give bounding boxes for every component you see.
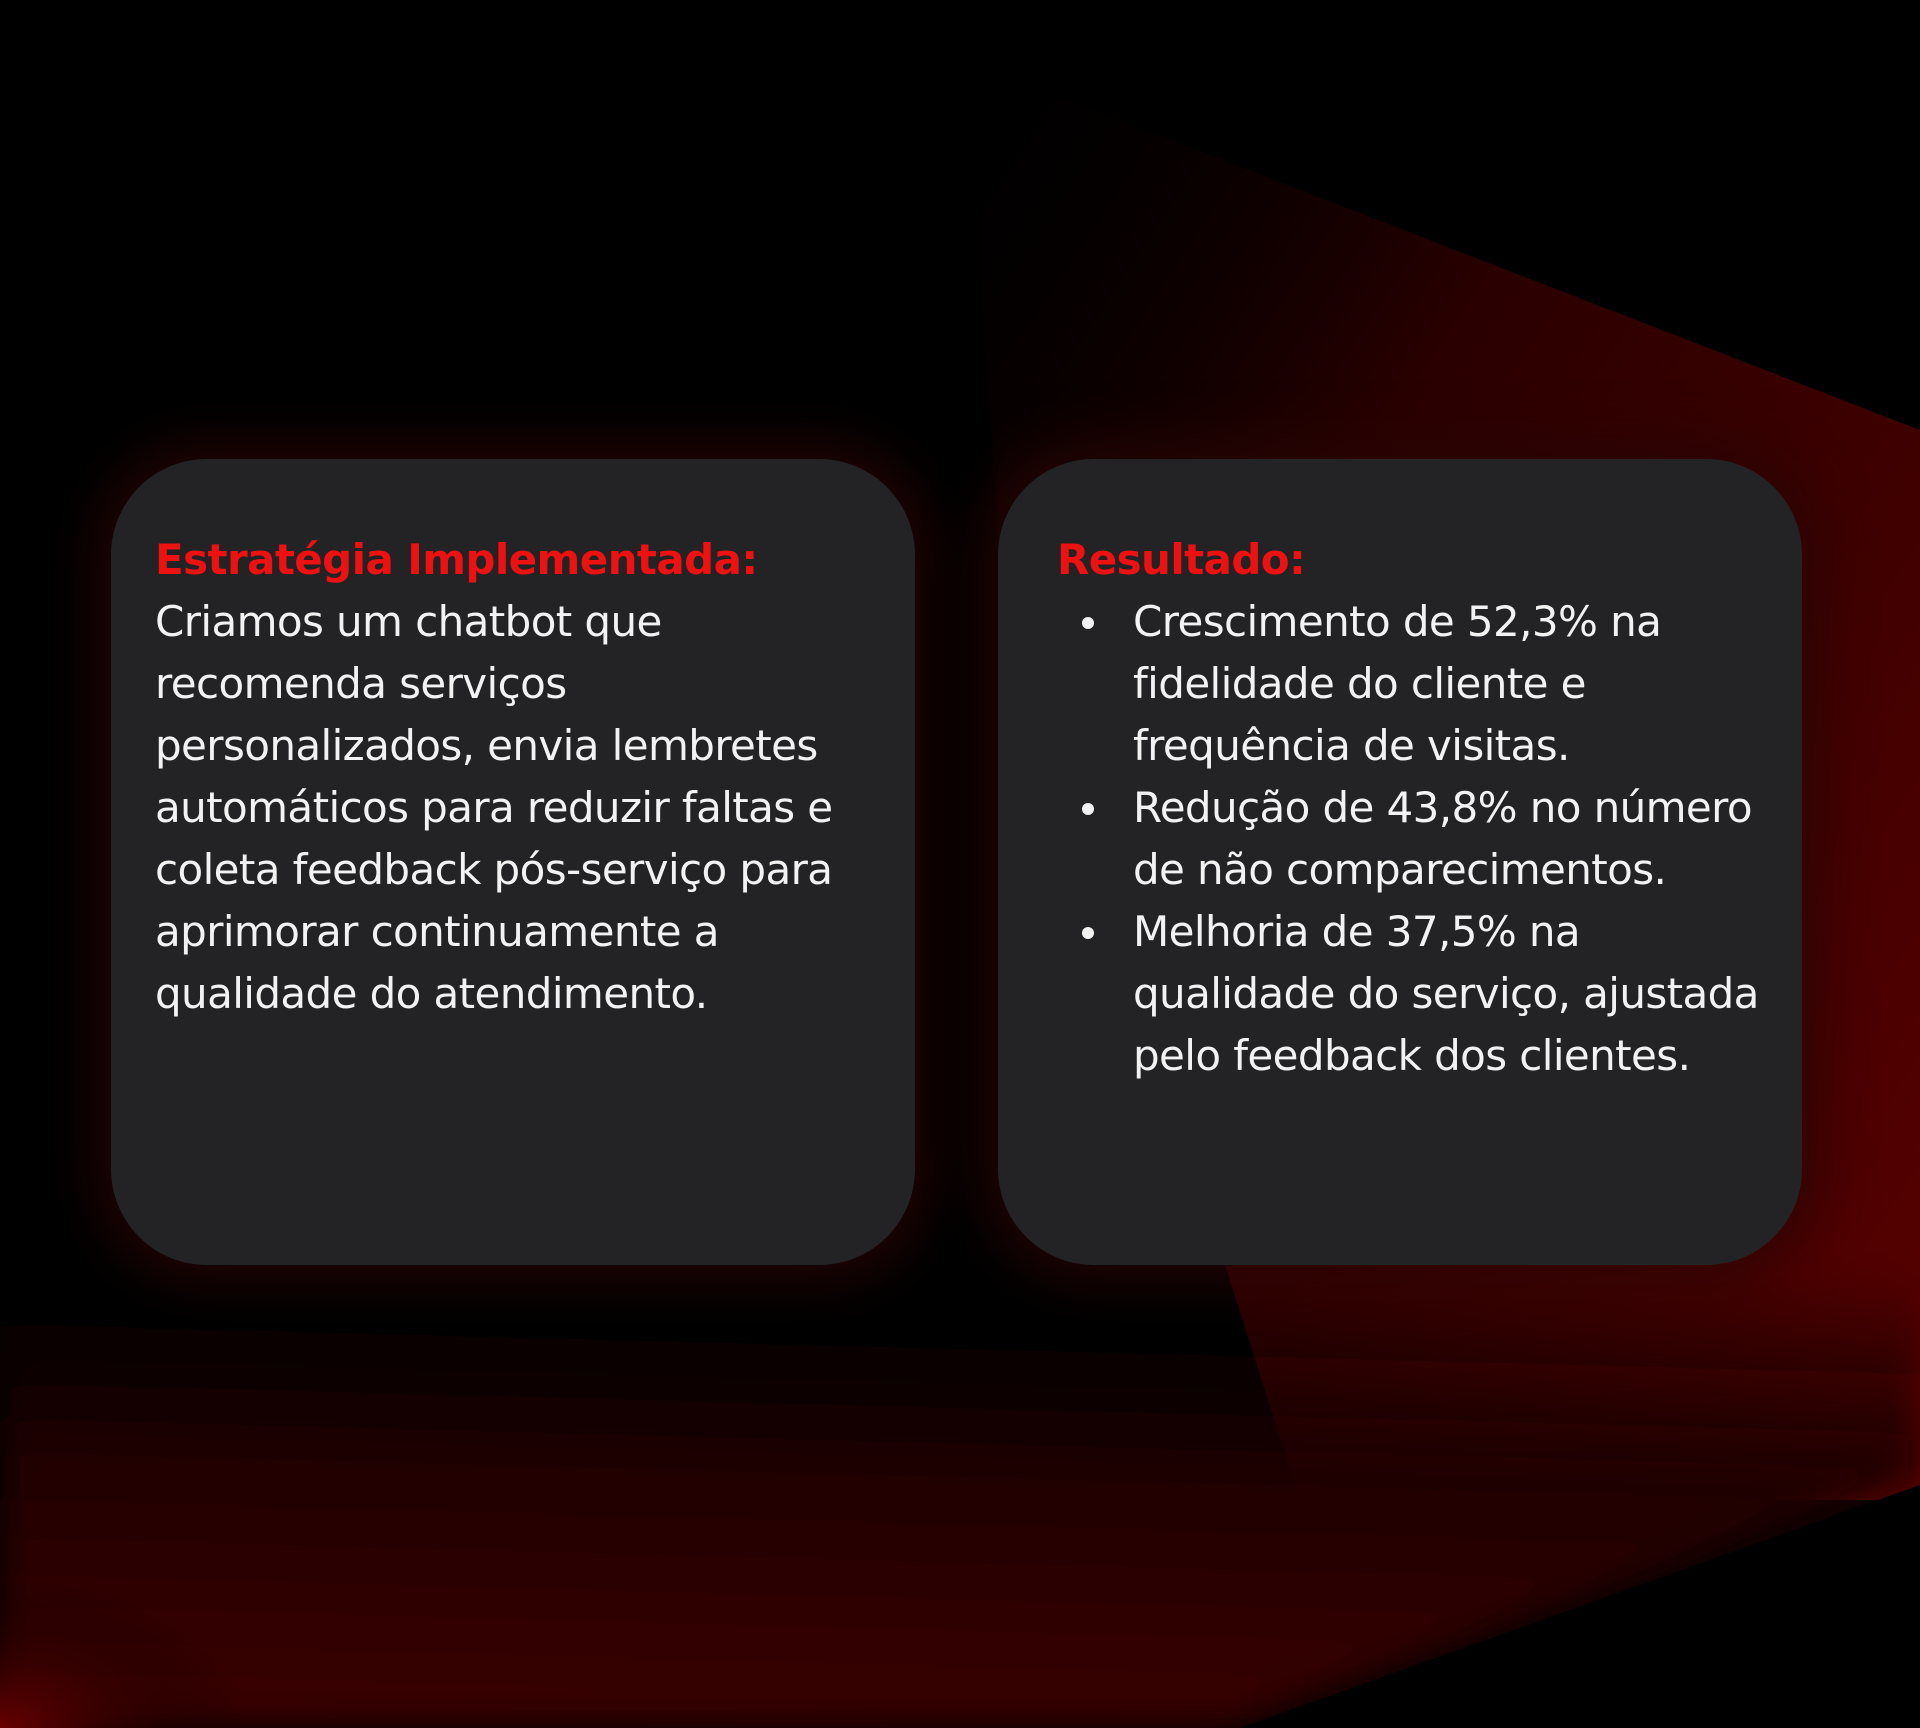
result-list-item [1057,901,1762,1087]
bullet-icon [1082,927,1094,939]
strategy-card [111,459,915,1265]
strategy-paragraph [155,529,875,1025]
result-item-text: Redução de 43,8% no número de não comparecimentos. [1133,783,1753,894]
result-card [998,459,1802,1265]
bullet-icon [1082,803,1094,815]
strategy-label: Estratégia Implementada: [155,535,758,584]
result-item-text: Crescimento de 52,3% na fidelidade do cliente e frequência de visitas. [1133,597,1662,770]
result-item-text: Melhoria de 37,5% na qualidade do serviço, ajustada pelo feedback dos clientes. [1133,907,1759,1080]
result-list [1057,591,1762,1087]
background-red-corner-glow [0,1300,700,1728]
bullet-icon [1082,617,1094,629]
result-list-item [1057,777,1762,901]
result-list-item [1057,591,1762,777]
strategy-text: Criamos um chatbot que recomenda serviços personalizados, envia lembretes automáticos para reduzir faltas e coleta feedback pós-serviço para aprimorar continuamente a qualidade do atendimento. [155,597,833,1018]
result-label: Resultado: [1057,535,1306,584]
